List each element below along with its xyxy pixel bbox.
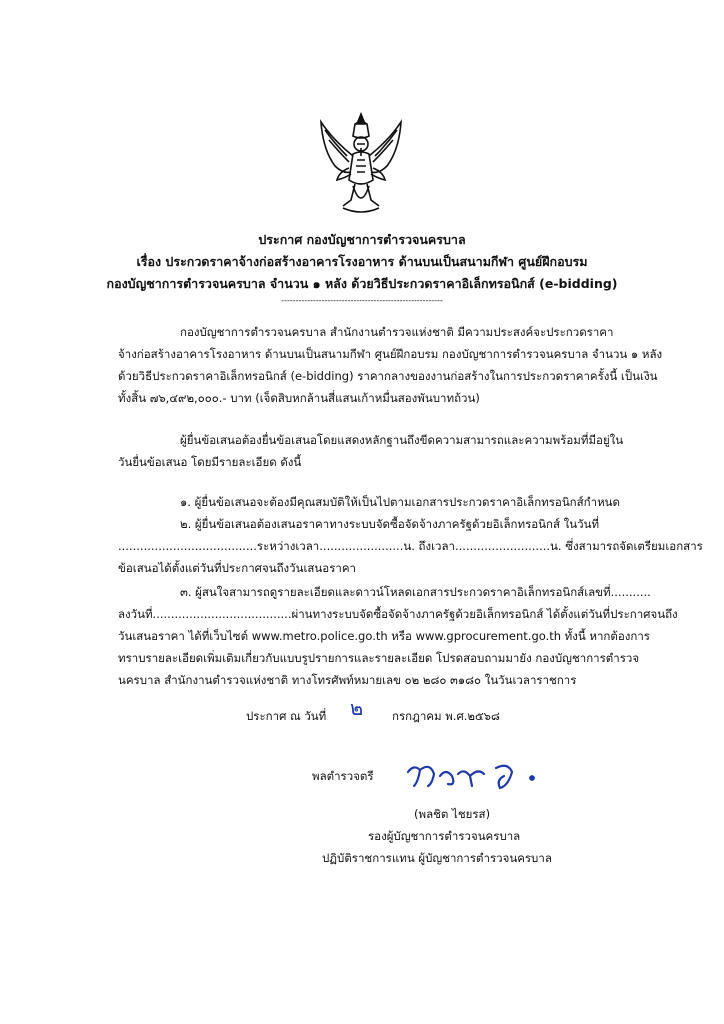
item-3-line-3: วันเสนอราคา ได้ที่เว็บไซต์ www.metro.police.go.th หรือ www.gprocurement.go.th ทั้งนี้ หากต้องการ	[118, 629, 650, 643]
para1-line-2: จ้างก่อสร้างอาคารโรงอาหาร ด้านบนเป็นสนามกีฬา ศูนย์ฝึกอบรม กองบัญชาการตำรวจนครบาล จำนวน ๑ หลัง	[118, 347, 663, 361]
item-3-line-5: นครบาล สำนักงานตำรวจแห่งชาติ ทางโทรศัพท์หมายเลข ๐๒ ๒๘๐ ๓๑๘๐ ในวันเวลาราชการ	[118, 673, 577, 687]
para1-line-4: ทั้งสิ้น ๗๖,๔๙๒,๐๐๐.- บาท (เจ็ดสิบหกล้านสี่แสนเก้าหมื่นสองพันบาทถ้วน)	[118, 391, 480, 405]
item-2-line-1: ๒. ผู้ยื่นข้อเสนอต้องเสนอราคาทางระบบจัดซื้อจัดจ้างภาครัฐด้วยอิเล็กทรอนิกส์ ในวันที่	[180, 517, 600, 531]
para2-line-1: ผู้ยื่นข้อเสนอต้องยื่นข้อเสนอโดยแสดงหลักฐานถึงขีดความสามารถและความพร้อมที่มีอยู่ใน	[180, 433, 624, 447]
item-3-line-4: ทราบรายละเอียดเพิ่มเติมเกี่ยวกับแบบรูปรายการและรายละเอียด โปรดสอบถามมายัง กองบัญชาการตำรวจ	[118, 651, 640, 665]
item-3-line-2: ลงวันที่......................................ผ่านทางระบบจัดซื้อจัดจ้างภาครัฐด้วยอิเล็กทรอนิกส์ ได้ตั้งแต่วันที่ประกาศจนถึง	[118, 607, 678, 621]
separator-line: --------------------------------------------------------	[281, 296, 443, 305]
signer-name: (พลชิต ไชยรส)	[414, 807, 491, 821]
para1-line-3: ด้วยวิธีประกวดราคาอิเล็กทรอนิกส์ (e-bidding) ราคากลางของงานก่อสร้างในการประกวดราคาครั้งนี้ เป็นเงิน	[118, 369, 658, 383]
announcement-title: ประกาศ กองบัญชาการตำรวจนครบาล	[258, 232, 466, 247]
garuda-emblem-icon	[313, 110, 409, 220]
signer-rank: พลตำรวจตรี	[312, 769, 374, 783]
item-3-line-1: ๓. ผู้สนใจสามารถดูรายละเอียดและดาวน์โหลดเอกสารประกวดราคาอิเล็กทรอนิกส์เลขที่...........	[180, 585, 651, 599]
item-1: ๑. ผู้ยื่นข้อเสนอจะต้องมีคุณสมบัติให้เป็นไปตามเอกสารประกวดราคาอิเล็กทรอนิกส์กำหนด	[180, 495, 620, 509]
subject-line-2: กองบัญชาการตำรวจนครบาล จำนวน ๑ หลัง ด้วยวิธีประกวดราคาอิเล็กทรอนิกส์ (e-bidding)	[106, 276, 618, 291]
item-2-line-2: ......................................ระหว่างเวลา.......................น. ถึงเวลา..........................น. ซึ่งสามารถจัดเตรียมเอกสาร	[118, 539, 703, 553]
dateline-prefix: ประกาศ ณ วันที่	[246, 709, 327, 723]
signer-acting-for: ปฏิบัติราชการแทน ผู้บัญชาการตำรวจนครบาล	[322, 851, 552, 865]
para2-line-2: วันยื่นข้อเสนอ โดยมีรายละเอียด ดังนี้	[118, 455, 302, 469]
para1-line-1: กองบัญชาการตำรวจนครบาล สำนักงานตำรวจแห่งชาติ มีความประสงค์จะประกวดราคา	[180, 325, 614, 339]
signer-position: รองผู้บัญชาการตำรวจนครบาล	[368, 829, 521, 843]
subject-line-1: เรื่อง ประกวดราคาจ้างก่อสร้างอาคารโรงอาหาร ด้านบนเป็นสนามกีฬา ศูนย์ฝึกอบรม	[136, 254, 588, 269]
handwritten-signature-icon	[400, 758, 550, 798]
dateline-day: ๒	[350, 696, 364, 720]
dateline-month-year: กรกฎาคม พ.ศ.๒๕๖๘	[392, 709, 500, 723]
item-2-line-3: ข้อเสนอได้ตั้งแต่วันที่ประกาศจนถึงวันเสนอราคา	[118, 561, 356, 575]
